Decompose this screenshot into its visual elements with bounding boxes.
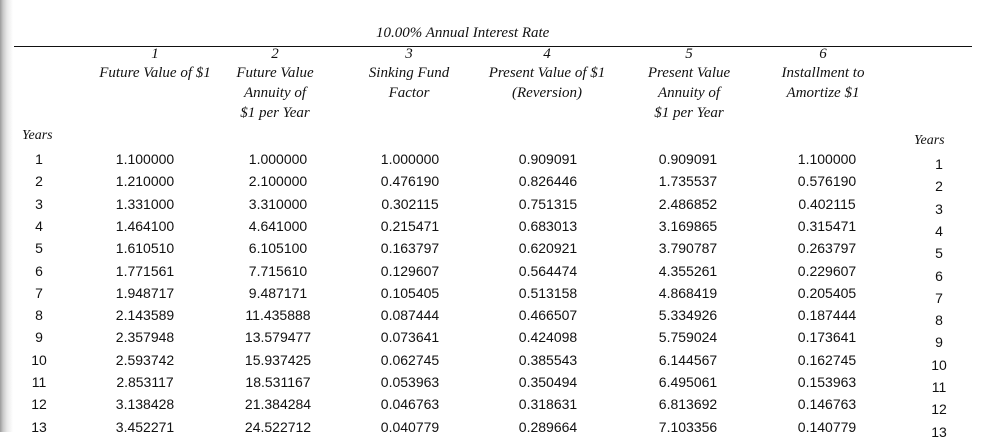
year-cell-right: 2 <box>935 178 943 195</box>
year-cell-left: 5 <box>35 240 43 257</box>
column-header-line: Factor <box>388 85 430 101</box>
value-cell: 0.040779 <box>380 418 440 435</box>
column-header-line: Present Value of $1 <box>488 65 606 81</box>
value-cell: 0.205405 <box>797 284 857 301</box>
table-row <box>0 285 1008 307</box>
table-row <box>0 329 1008 351</box>
value-cell: 6.495061 <box>658 374 718 390</box>
year-cell-left: 2 <box>35 173 43 190</box>
table-row <box>0 240 1008 262</box>
value-cell: 3.169865 <box>658 217 718 234</box>
column-number: 1 <box>151 46 159 62</box>
value-cell: 0.146763 <box>797 396 857 413</box>
value-cell: 0.162745 <box>797 351 857 368</box>
year-cell-left: 12 <box>31 396 47 413</box>
year-cell-right: 3 <box>935 200 943 217</box>
value-cell: 0.402115 <box>798 195 856 212</box>
value-cell: 1.735537 <box>658 173 718 190</box>
table-row <box>0 396 1008 418</box>
year-cell-left: 10 <box>31 351 47 368</box>
value-cell: 2.100000 <box>248 173 308 190</box>
value-cell: 1.000000 <box>248 151 308 167</box>
table-row <box>0 196 1008 218</box>
year-cell-right: 12 <box>931 401 947 418</box>
value-cell: 0.683013 <box>518 217 578 234</box>
year-cell-left: 1 <box>35 151 43 167</box>
year-cell-right: 7 <box>935 289 943 306</box>
value-cell: 15.937425 <box>244 351 312 368</box>
value-cell: 0.173641 <box>797 329 857 346</box>
value-cell: 0.909091 <box>518 151 578 167</box>
column-number: 5 <box>685 46 693 62</box>
year-cell-left: 11 <box>31 374 47 390</box>
value-cell: 1.610510 <box>115 240 175 257</box>
value-cell: 0.087444 <box>380 307 440 324</box>
value-cell: 1.771561 <box>115 262 175 279</box>
interest-rate-title: 10.00% Annual Interest Rate <box>376 25 550 41</box>
value-cell: 0.053963 <box>380 374 440 390</box>
value-cell: 2.853117 <box>116 374 174 390</box>
year-cell-left: 7 <box>35 284 43 301</box>
column-header-line: $1 per Year <box>240 105 310 121</box>
year-cell-left: 9 <box>35 329 43 346</box>
value-cell: 1.100000 <box>797 151 857 167</box>
column-header-line: (Reversion) <box>512 85 582 101</box>
value-cell: 0.620921 <box>518 240 578 257</box>
value-cell: 6.144567 <box>658 351 718 368</box>
year-cell-right: 11 <box>931 379 947 395</box>
value-cell: 11.435888 <box>245 307 311 324</box>
value-cell: 24.522712 <box>244 418 312 435</box>
value-cell: 0.466507 <box>518 307 578 324</box>
table-row <box>0 374 1008 396</box>
table-row <box>0 263 1008 285</box>
value-cell: 18.531167 <box>245 374 311 390</box>
column-header-line: Installment to <box>781 65 865 81</box>
value-cell: 0.826446 <box>518 173 578 190</box>
value-cell: 0.046763 <box>380 396 440 413</box>
years-label-right: Years <box>914 133 945 148</box>
value-cell: 0.564474 <box>518 262 578 279</box>
year-cell-right: 9 <box>935 334 943 351</box>
year-cell-right: 1 <box>935 156 943 172</box>
value-cell: 0.105405 <box>380 284 440 301</box>
value-cell: 0.576190 <box>797 173 857 190</box>
value-cell: 3.452271 <box>115 418 175 435</box>
table-row <box>0 352 1008 374</box>
value-cell: 1.210000 <box>115 173 175 190</box>
value-cell: 0.302115 <box>381 195 439 212</box>
value-cell: 3.310000 <box>248 195 308 212</box>
value-cell: 4.868419 <box>658 284 718 301</box>
column-header-line: Annuity of <box>657 85 721 101</box>
value-cell: 21.384284 <box>244 396 312 413</box>
column-number: 4 <box>543 46 551 62</box>
value-cell: 1.331000 <box>115 195 175 212</box>
column-header-line: $1 per Year <box>654 105 724 121</box>
value-cell: 0.073641 <box>380 329 440 346</box>
column-header-line: Future Value of $1 <box>99 65 211 81</box>
value-cell: 13.579477 <box>244 329 312 346</box>
value-cell: 0.350494 <box>518 374 578 390</box>
table-row <box>0 307 1008 329</box>
value-cell: 5.334926 <box>658 307 718 324</box>
year-cell-left: 4 <box>35 217 43 234</box>
value-cell: 0.751315 <box>518 195 578 212</box>
column-number: 2 <box>271 46 279 62</box>
value-cell: 1.464100 <box>115 217 175 234</box>
value-cell: 0.263797 <box>797 240 857 257</box>
year-cell-left: 6 <box>35 262 43 279</box>
column-number: 3 <box>405 46 413 62</box>
table-row <box>0 218 1008 240</box>
value-cell: 0.129607 <box>380 262 440 279</box>
value-cell: 1.100000 <box>115 151 175 167</box>
year-cell-right: 4 <box>935 222 943 239</box>
year-cell-right: 13 <box>931 423 947 440</box>
value-cell: 0.140779 <box>797 418 857 435</box>
value-cell: 7.103356 <box>658 418 718 435</box>
value-cell: 7.715610 <box>248 262 308 279</box>
value-cell: 6.105100 <box>248 240 308 257</box>
value-cell: 4.641000 <box>248 217 308 234</box>
value-cell: 0.062745 <box>380 351 440 368</box>
value-cell: 0.153963 <box>797 374 857 390</box>
column-header-line: Present Value <box>647 65 731 81</box>
value-cell: 2.357948 <box>115 329 175 346</box>
column-header-line: Amortize $1 <box>786 85 860 101</box>
years-label-left: Years <box>22 128 53 143</box>
value-cell: 0.909091 <box>658 151 718 167</box>
year-cell-left: 8 <box>35 307 43 324</box>
value-cell: 0.513158 <box>518 284 578 301</box>
year-cell-right: 6 <box>935 267 943 284</box>
year-cell-left: 3 <box>35 195 43 212</box>
value-cell: 3.138428 <box>115 396 175 413</box>
column-header-installment <box>738 45 908 103</box>
year-cell-right: 10 <box>931 356 947 373</box>
value-cell: 2.593742 <box>115 351 175 368</box>
column-number: 6 <box>819 46 827 62</box>
value-cell: 0.476190 <box>380 173 440 190</box>
value-cell: 0.289664 <box>518 418 578 435</box>
column-header-line: Future Value <box>236 65 314 81</box>
table-row <box>0 173 1008 195</box>
table-row <box>0 151 1008 173</box>
value-cell: 2.143589 <box>115 307 175 324</box>
value-cell: 0.315471 <box>797 217 857 234</box>
value-cell: 3.790787 <box>658 240 718 257</box>
value-cell: 0.229607 <box>797 262 857 279</box>
value-cell: 9.487171 <box>248 284 308 301</box>
value-cell: 0.385543 <box>518 351 578 368</box>
value-cell: 4.355261 <box>658 262 718 279</box>
value-cell: 0.163797 <box>380 240 440 257</box>
year-cell-right: 8 <box>935 312 943 329</box>
year-cell-right: 5 <box>935 245 943 262</box>
value-cell: 1.948717 <box>115 284 175 301</box>
value-cell: 5.759024 <box>658 329 718 346</box>
value-cell: 6.813692 <box>658 396 718 413</box>
table-row <box>0 419 1008 441</box>
value-cell: 1.000000 <box>380 151 440 167</box>
year-cell-left: 13 <box>31 418 47 435</box>
value-cell: 0.215471 <box>380 217 440 234</box>
value-cell: 0.187444 <box>797 307 857 324</box>
value-cell: 0.318631 <box>518 396 578 413</box>
column-header-line: Sinking Fund <box>368 65 450 81</box>
value-cell: 0.424098 <box>518 329 578 346</box>
value-cell: 2.486852 <box>658 195 718 212</box>
column-header-line: Annuity of <box>243 85 307 101</box>
